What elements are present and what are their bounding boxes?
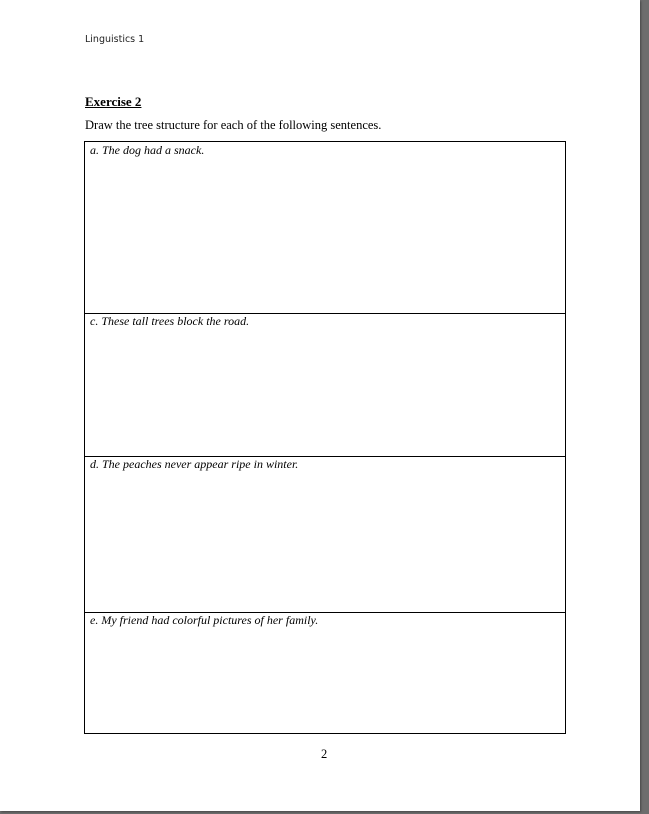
sentence-d: d. The peaches never appear ripe in winter. <box>90 457 299 471</box>
sentence-a: a. The dog had a snack. <box>90 143 205 157</box>
exercise-title: Exercise 2 <box>85 94 142 109</box>
answer-box-c <box>85 313 565 457</box>
answer-box-e <box>85 612 565 733</box>
exercise-instructions: Draw the tree structure for each of the following sentences. <box>85 118 382 132</box>
answer-box-d <box>85 456 565 613</box>
page-header: Linguistics 1 <box>85 34 145 45</box>
sentence-c: c. These tall trees block the road. <box>90 314 250 328</box>
answer-table <box>84 141 566 734</box>
sentence-e: e. My friend had colorful pictures of her family. <box>90 613 319 627</box>
page-number: 2 <box>321 747 328 761</box>
answer-box-a <box>85 142 565 314</box>
